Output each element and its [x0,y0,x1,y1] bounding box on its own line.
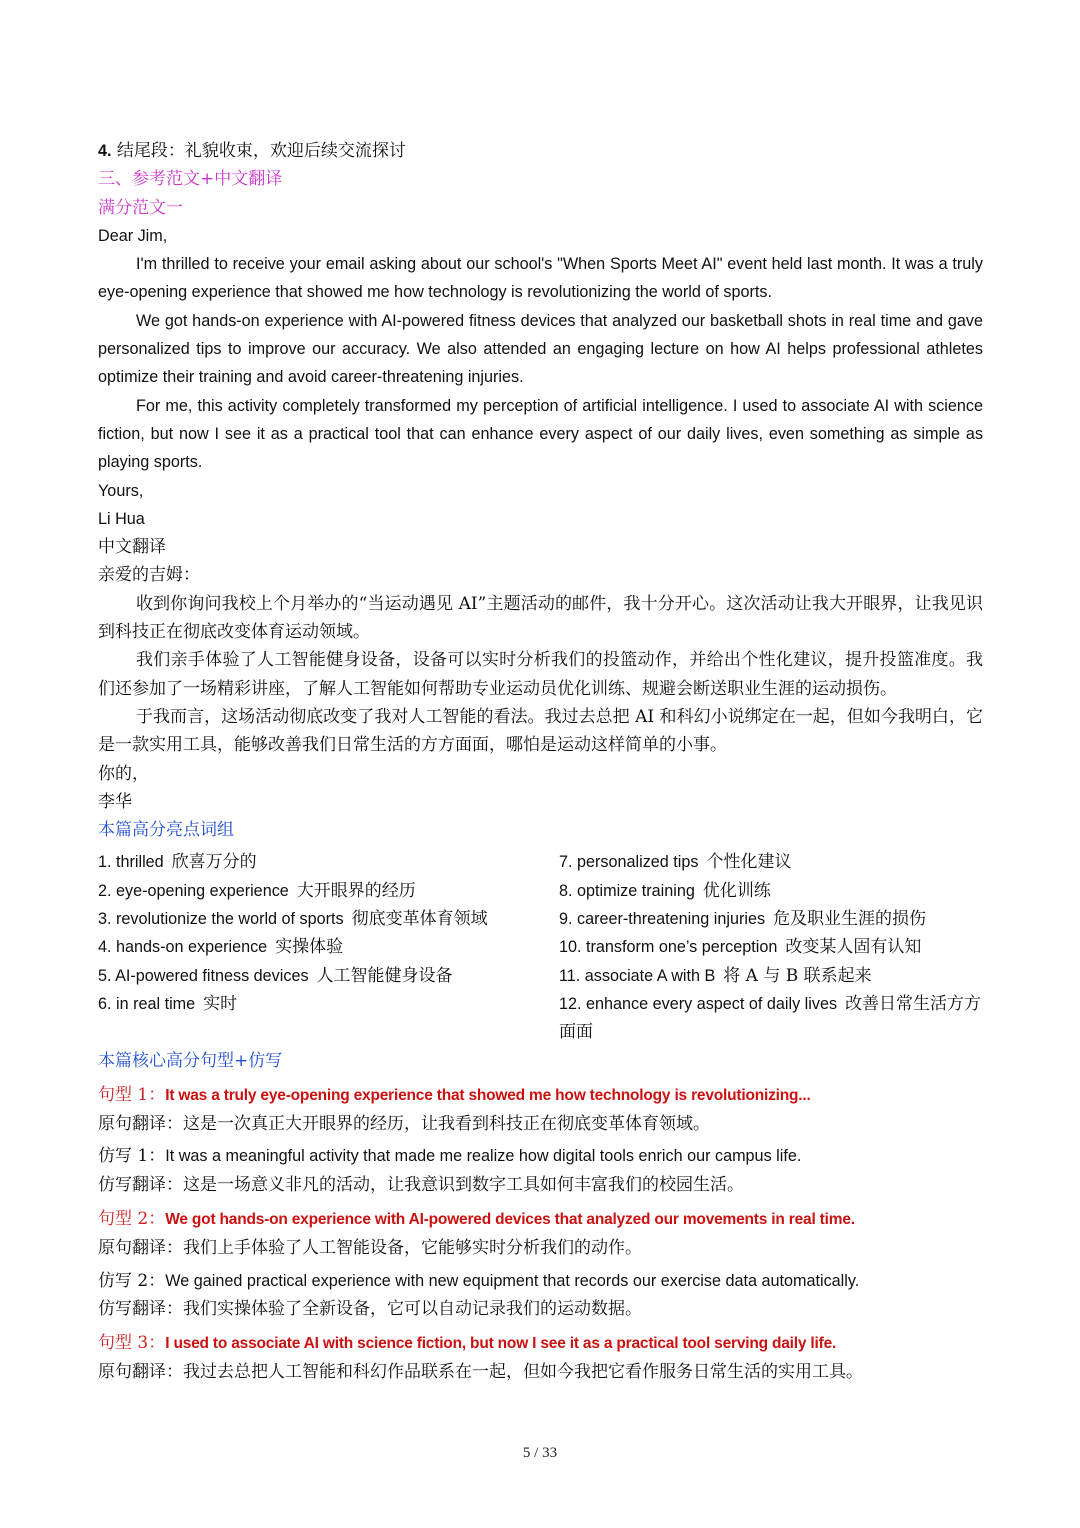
vocab-list [98,848,983,1046]
page-number: 5 / 33 [522,1445,558,1461]
translation-title: 中文翻译 [98,537,166,558]
outline-text: 结尾段：礼貌收束，欢迎后续交流探讨 [111,141,406,161]
vocab-item: 7. personalized tips 个性化建议 [559,852,792,873]
pattern-translation: 原句翻译：这是一次真正大开眼界的经历，让我看到科技正在彻底变革体育领域。 [98,1114,710,1135]
patterns-title: 本篇核心高分句型+仿写 [98,1050,283,1071]
vocab-column-left [98,848,523,1046]
translation-paragraph-1: 收到你询问我校上个月举办的“当运动遇见 AI”主题活动的邮件，我十分开心。这次活动让我大开眼界，让我见识到科技正在彻底改变体育运动领域。 [98,593,983,643]
outline-item-4 [98,137,983,165]
section-title: 三、参考范文+中文翻译 [98,169,283,190]
vocab-item: 11. associate A with B 将 A 与 B 联系起来 [559,965,872,986]
letter-paragraph-3: For me, this activity completely transformed my perception of artificial intelligence. I used to associate AI with science fiction, but now I see it as a practical tool that can enhance every aspect of our daily lives, even something as simple as playing sports. [98,396,983,472]
vocab-item: 5. AI-powered fitness devices 人工智能健身设备 [98,965,453,986]
translation-greeting: 亲爱的吉姆： [98,565,200,586]
pattern-block-3 [98,1329,983,1387]
vocab-title: 本篇高分亮点词组 [98,820,234,841]
vocab-item: 3. revolutionize the world of sports 彻底变革体育领域 [98,909,488,930]
imitation-translation: 仿写翻译：这是一场意义非凡的活动，让我意识到数字工具如何丰富我们的校园生活。 [98,1174,744,1195]
imitation-translation: 仿写翻译：我们实操体验了全新设备，它可以自动记录我们的运动数据。 [98,1298,642,1319]
pattern-translation: 原句翻译：我们上手体验了人工智能设备，它能够实时分析我们的动作。 [98,1238,642,1259]
outline-number: 4. [98,142,112,160]
pattern-sentence: 句型 1：It was a truly eye-opening experience that showed me how technology is revolutionizing... [98,1084,811,1105]
letter-signature: Li Hua [98,509,145,528]
vocab-item: 1. thrilled 欣喜万分的 [98,852,257,873]
vocab-column-right [559,848,983,1046]
pattern-block-2 [98,1205,983,1323]
vocab-item: 9. career-threatening injuries 危及职业生涯的损伤 [559,909,927,930]
pattern-block-1 [98,1081,983,1199]
translation-paragraph-3: 于我而言，这场活动彻底改变了我对人工智能的看法。我过去总把 AI 和科幻小说绑定在一起，但如今我明白，它是一款实用工具，能够改善我们日常生活的方方面面，哪怕是运动这样简单的小事。 [98,706,983,756]
translation-closing: 你的， [98,763,149,784]
letter-closing: Yours, [98,481,144,500]
vocab-item: 4. hands-on experience 实操体验 [98,937,344,958]
letter-paragraph-1: I'm thrilled to receive your email asking about our school's "When Sports Meet AI" event held last month. It was a truly eye-opening experience that showed me how technology is revolutionizing the world of sports. [98,255,983,302]
pattern-translation: 原句翻译：我过去总把人工智能和科幻作品联系在一起，但如今我把它看作服务日常生活的实用工具。 [98,1362,863,1383]
vocab-item: 2. eye-opening experience 大开眼界的经历 [98,880,416,901]
vocab-item: 6. in real time 实时 [98,993,238,1014]
sample-title: 满分范文一 [98,197,183,218]
imitation-sentence: 仿写 2：We gained practical experience with new equipment that records our exercise data automatically. [98,1270,860,1291]
translation-signature: 李华 [98,791,132,812]
letter-paragraph-2: We got hands-on experience with AI-powered fitness devices that analyzed our basketball shots in real time and gave personalized tips to improve our accuracy. We also attended an engaging lecture on how AI helps professional athletes optimize their training and avoid career-threatening injuries. [98,311,983,387]
translation-paragraph-2: 我们亲手体验了人工智能健身设备，设备可以实时分析我们的投篮动作，并给出个性化建议，提升投篮准度。我们还参加了一场精彩讲座，了解人工智能如何帮助专业运动员优化训练、规避会断送职业生涯的运动损伤。 [98,650,983,699]
pattern-sentence: 句型 3：I used to associate AI with science fiction, but now I see it as a practical tool serving daily life. [98,1333,837,1354]
pattern-sentence: 句型 2：We got hands-on experience with AI-powered devices that analyzed our movements in real time. [98,1208,855,1229]
vocab-item: 10. transform one’s perception 改变某人固有认知 [559,937,922,958]
letter-greeting: Dear Jim, [98,226,168,245]
vocab-item: 12. enhance every aspect of daily lives 改善日常生活方方面面 [559,993,982,1043]
document-page [98,137,983,1387]
imitation-sentence: 仿写 1：It was a meaningful activity that made me realize how digital tools enrich our campus life. [98,1146,802,1167]
vocab-item: 8. optimize training 优化训练 [559,880,771,901]
